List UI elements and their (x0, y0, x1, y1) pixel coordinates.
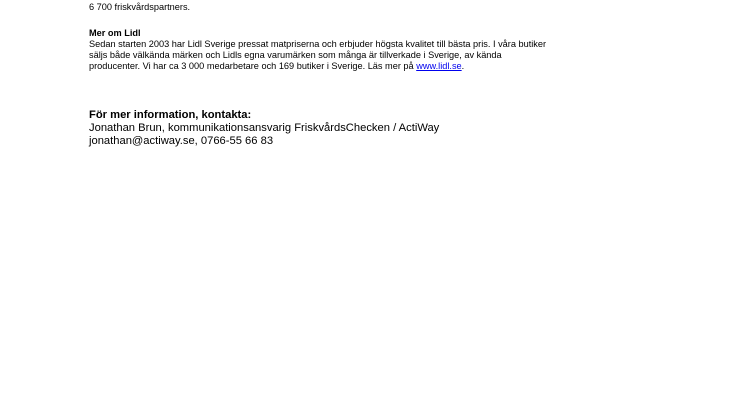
about-lidl-line-3 (89, 61, 689, 72)
about-lidl-line-2: säljs både välkända märken och Lidls egna varumärken som många är tillverkade i Sverige, av kända (89, 50, 502, 60)
partners-line: 6 700 friskvårdspartners. (89, 2, 191, 12)
about-lidl-section (89, 28, 689, 72)
contact-heading: För mer information, kontakta: (89, 109, 252, 121)
lidl-website-link[interactable]: www.lidl.se (416, 61, 462, 71)
contact-person: Jonathan Brun, kommunikationsansvarig FriskvårdsChecken / ActiWay (89, 122, 440, 134)
about-lidl-line-1: Sedan starten 2003 har Lidl Sverige pressat matpriserna och erbjuder högsta kvalitet till bästa pris. I våra butiker (89, 39, 547, 49)
about-lidl-line-3-end: . (461, 61, 465, 71)
contact-details: jonathan@actiway.se, 0766-55 66 83 (89, 135, 274, 147)
about-lidl-line-3-text: producenter. Vi har ca 3 000 medarbetare och 169 butiker i Sverige. Läs mer på (89, 61, 417, 71)
contact-section (89, 109, 689, 148)
about-lidl-heading: Mer om Lidl (89, 28, 141, 38)
